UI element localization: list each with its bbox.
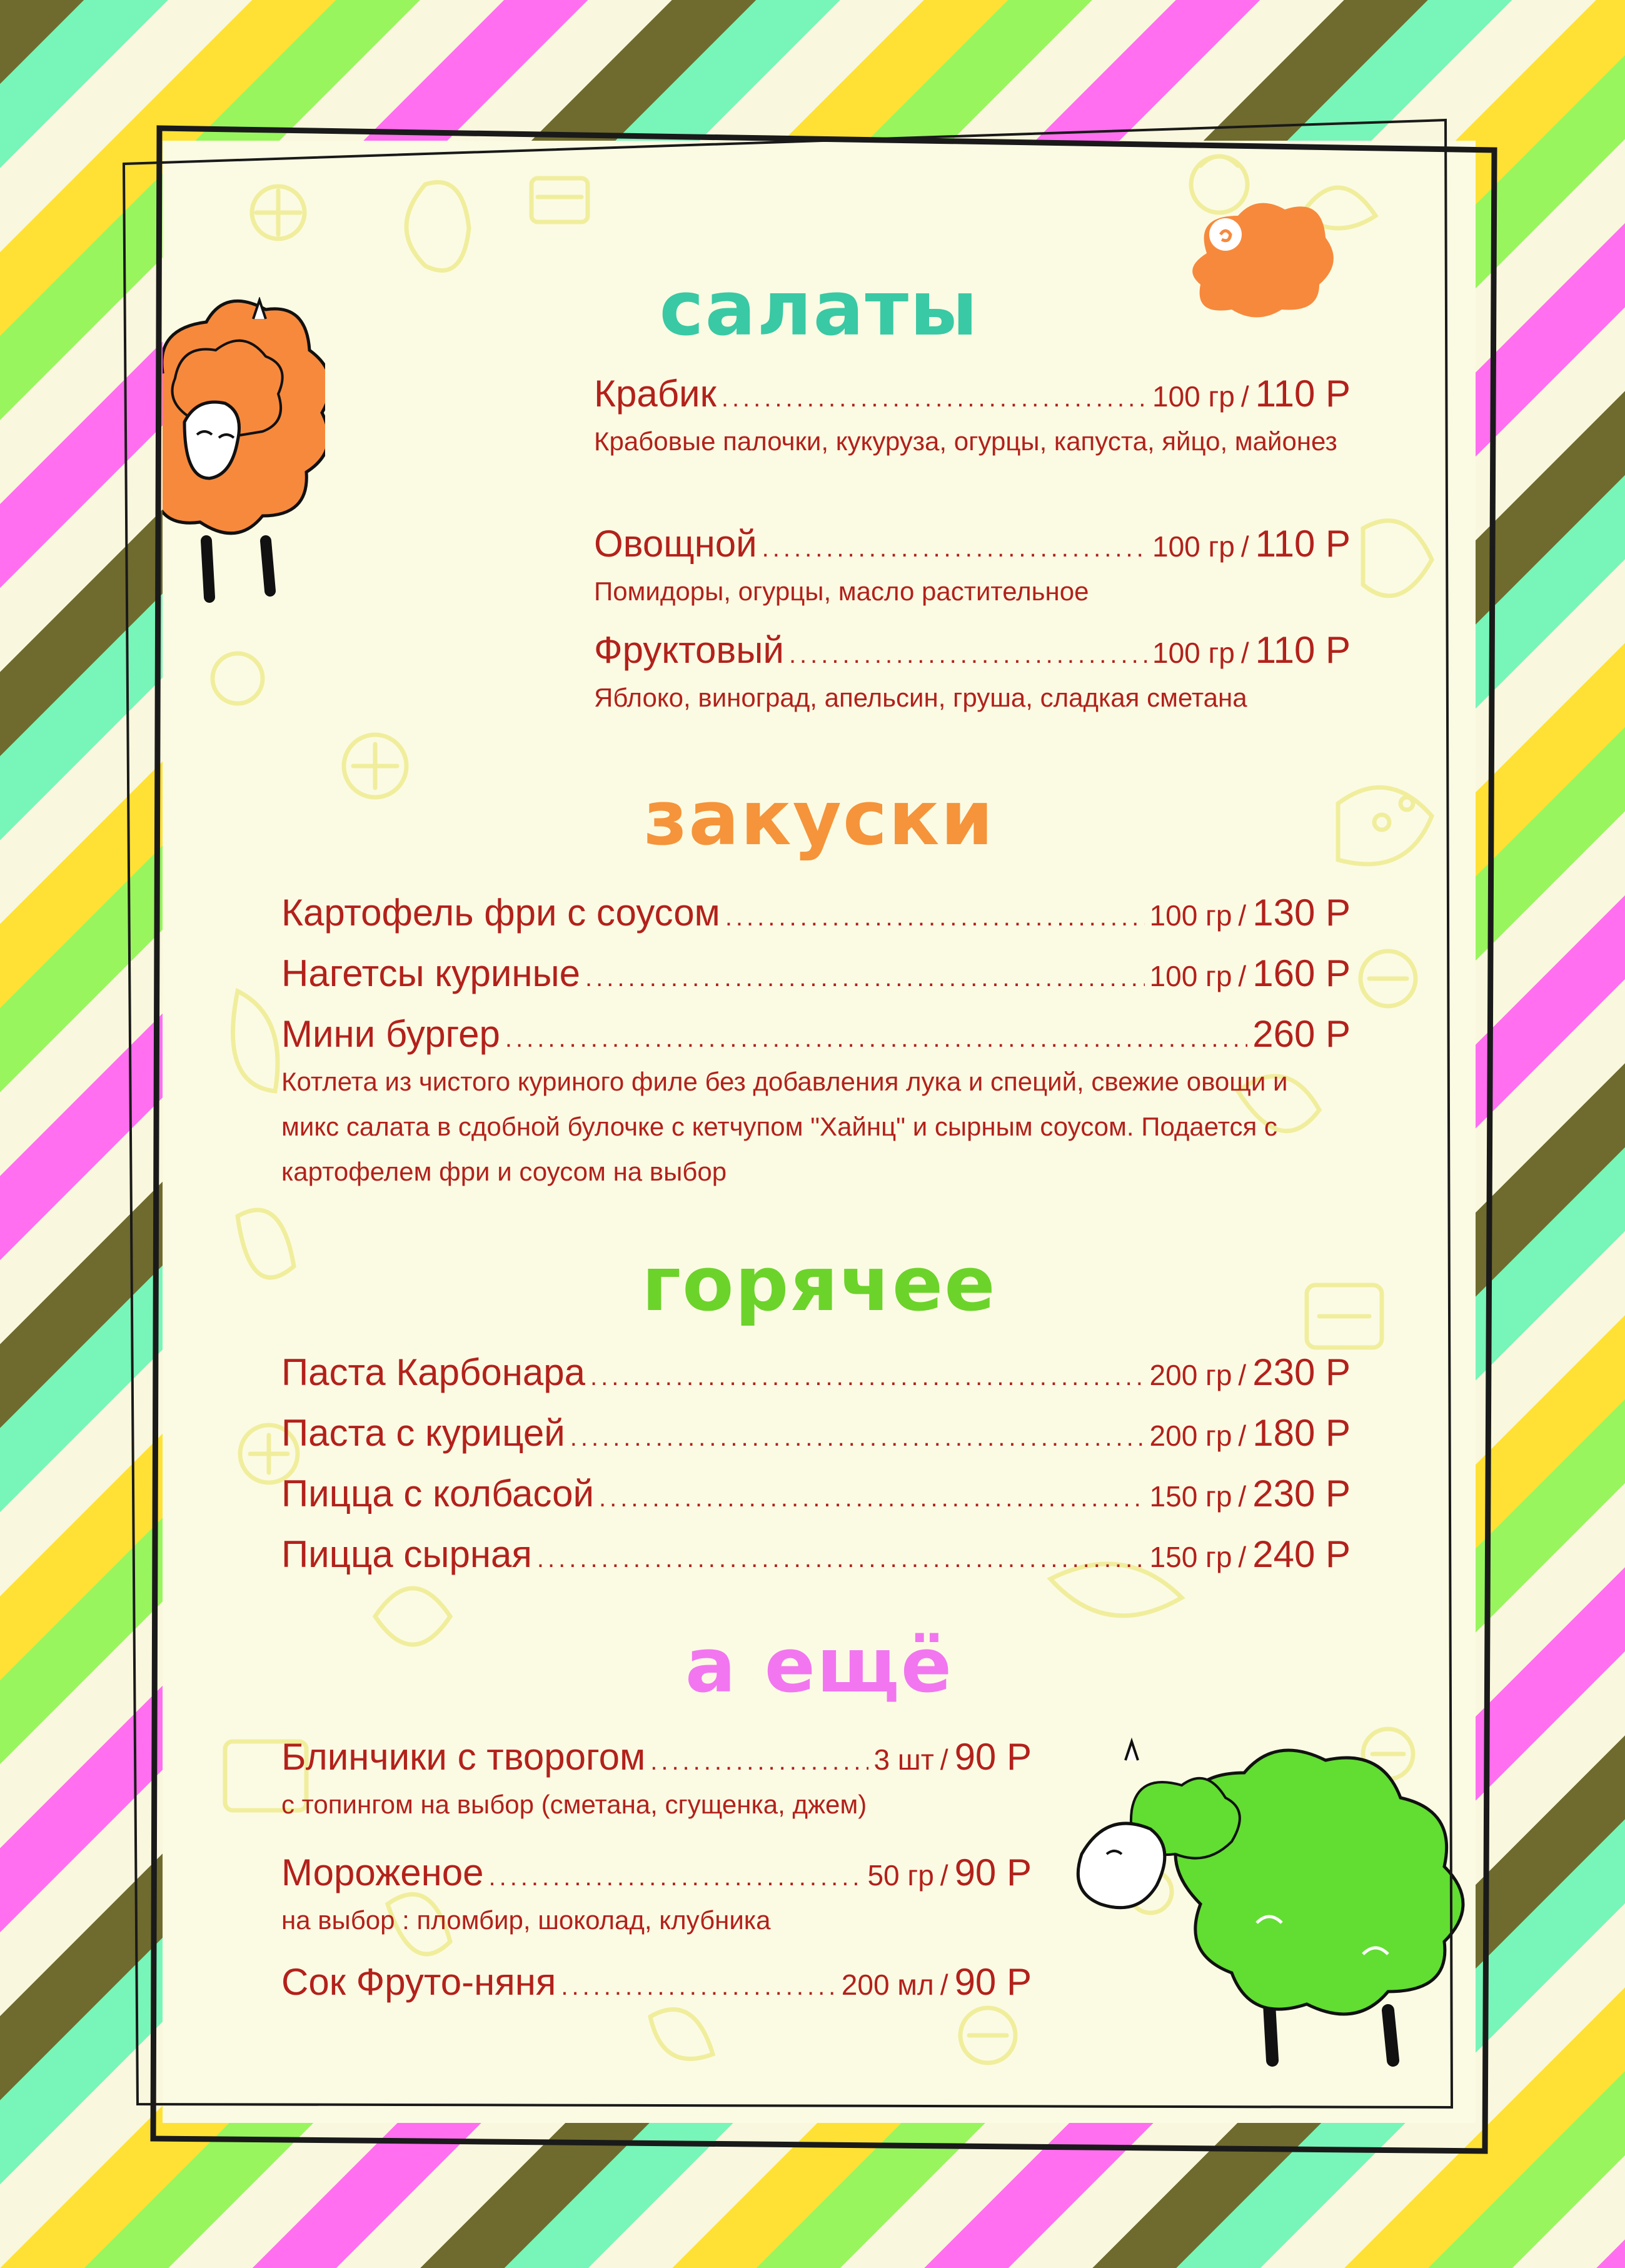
item-price: 90 Р — [954, 1852, 1032, 1893]
separator: / — [1238, 1480, 1247, 1513]
separator: / — [1238, 960, 1247, 992]
menu-item-mini-burger — [281, 1012, 1351, 1194]
item-portion: 200 мл — [841, 1968, 934, 2001]
leader-dots — [789, 641, 1147, 669]
item-price: 230 Р — [1252, 1473, 1351, 1515]
menu-item-crab — [594, 372, 1351, 464]
menu-item-fruit — [594, 628, 1351, 720]
menu-item-sausage-pizza — [281, 1472, 1351, 1515]
item-description: Крабовые палочки, кукуруза, огурцы, капуста, яйцо, майонез — [594, 426, 1337, 456]
leader-dots — [599, 1484, 1145, 1513]
menu-item-chicken-pasta — [281, 1411, 1351, 1454]
item-description: Помидоры, огурцы, масло растительное — [594, 577, 1089, 606]
leader-dots — [537, 1545, 1145, 1573]
item-name: Фруктовый — [594, 629, 784, 671]
item-price: 110 Р — [1255, 523, 1351, 565]
leader-dots — [762, 535, 1147, 563]
separator: / — [940, 1743, 948, 1776]
item-portion: 150 гр — [1149, 1480, 1232, 1513]
orange-sheep-icon — [163, 297, 325, 660]
item-description: Котлета из чистого куриного филе без добавления лука и специй, свежие овощи и микс салата в сдобной булочке с кетчупом "Хайнц" и сырным соусом. Подается с картофелем фри и соусом на выбор — [281, 1067, 1288, 1186]
item-price: 110 Р — [1255, 373, 1351, 415]
item-name: Нагетсы куриные — [281, 952, 581, 994]
leader-dots — [488, 1863, 862, 1892]
item-price: 130 Р — [1252, 892, 1351, 934]
item-name: Крабик — [594, 373, 717, 415]
item-portion: 100 гр — [1152, 530, 1235, 563]
item-price: 180 Р — [1252, 1412, 1351, 1454]
item-name: Овощной — [594, 523, 757, 565]
separator: / — [1238, 1359, 1247, 1391]
item-portion: 50 гр — [867, 1859, 934, 1892]
menu-item-cheese-pizza — [281, 1533, 1351, 1576]
menu-item-fries — [281, 891, 1351, 934]
item-name: Пицца с колбасой — [281, 1473, 594, 1515]
separator: / — [940, 1968, 948, 2001]
small-orange-sheep-icon — [1182, 197, 1344, 322]
item-description: на выбор : пломбир, шоколад, клубника — [281, 1905, 771, 1935]
menu-sheet — [163, 141, 1476, 2123]
separator: / — [1240, 380, 1249, 413]
item-name: Блинчики с творогом — [281, 1736, 646, 1778]
item-name: Пицца сырная — [281, 1533, 532, 1575]
more-heading: а ещё — [685, 1623, 953, 1710]
item-description: Яблоко, виноград, апельсин, груша, сладкая сметана — [594, 683, 1247, 712]
item-price: 260 Р — [1252, 1013, 1351, 1055]
item-price: 110 Р — [1255, 629, 1351, 671]
separator: / — [1238, 899, 1247, 932]
item-name: Мороженое — [281, 1852, 484, 1893]
item-name: Мини бургер — [281, 1013, 500, 1055]
separator: / — [1238, 1419, 1247, 1452]
leader-dots — [725, 904, 1145, 932]
leader-dots — [650, 1748, 868, 1776]
separator: / — [1240, 637, 1249, 669]
item-name: Паста Карбонара — [281, 1351, 586, 1393]
separator: / — [1240, 530, 1249, 563]
leader-dots — [561, 1973, 836, 2001]
item-price: 90 Р — [954, 1736, 1032, 1778]
menu-item-juice — [281, 1960, 1032, 2003]
item-portion: 150 гр — [1149, 1541, 1232, 1573]
item-portion: 3 шт — [873, 1743, 934, 1776]
item-price: 240 Р — [1252, 1533, 1351, 1575]
leader-dots — [570, 1424, 1145, 1452]
menu-item-carbonara — [281, 1351, 1351, 1394]
item-name: Картофель фри с соусом — [281, 892, 720, 934]
menu-item-vegetable — [594, 522, 1351, 614]
leader-dots — [590, 1363, 1145, 1391]
item-description: с топингом на выбор (сметана, сгущенка, джем) — [281, 1790, 867, 1819]
hot-heading: горячее — [641, 1241, 997, 1328]
salads-heading: салаты — [659, 266, 979, 353]
green-sheep-icon — [1063, 1735, 1476, 2085]
item-portion: 100 гр — [1149, 960, 1232, 992]
leader-dots — [505, 1025, 1247, 1053]
item-price: 160 Р — [1252, 952, 1351, 994]
leader-dots — [722, 385, 1147, 413]
item-portion: 200 гр — [1149, 1419, 1232, 1452]
menu-item-ice-cream — [281, 1851, 1032, 1943]
separator: / — [940, 1859, 948, 1892]
snacks-heading: закуски — [643, 775, 995, 862]
item-portion: 200 гр — [1149, 1359, 1232, 1391]
leader-dots — [585, 964, 1145, 992]
separator: / — [1238, 1541, 1247, 1573]
item-portion: 100 гр — [1152, 637, 1235, 669]
menu-item-pancakes — [281, 1735, 1032, 1827]
item-name: Паста с курицей — [281, 1412, 565, 1454]
menu-item-nuggets — [281, 952, 1351, 995]
item-portion: 100 гр — [1152, 380, 1235, 413]
item-price: 90 Р — [954, 1961, 1032, 2003]
item-price: 230 Р — [1252, 1351, 1351, 1393]
item-name: Сок Фруто-няня — [281, 1961, 556, 2003]
item-portion: 100 гр — [1149, 899, 1232, 932]
